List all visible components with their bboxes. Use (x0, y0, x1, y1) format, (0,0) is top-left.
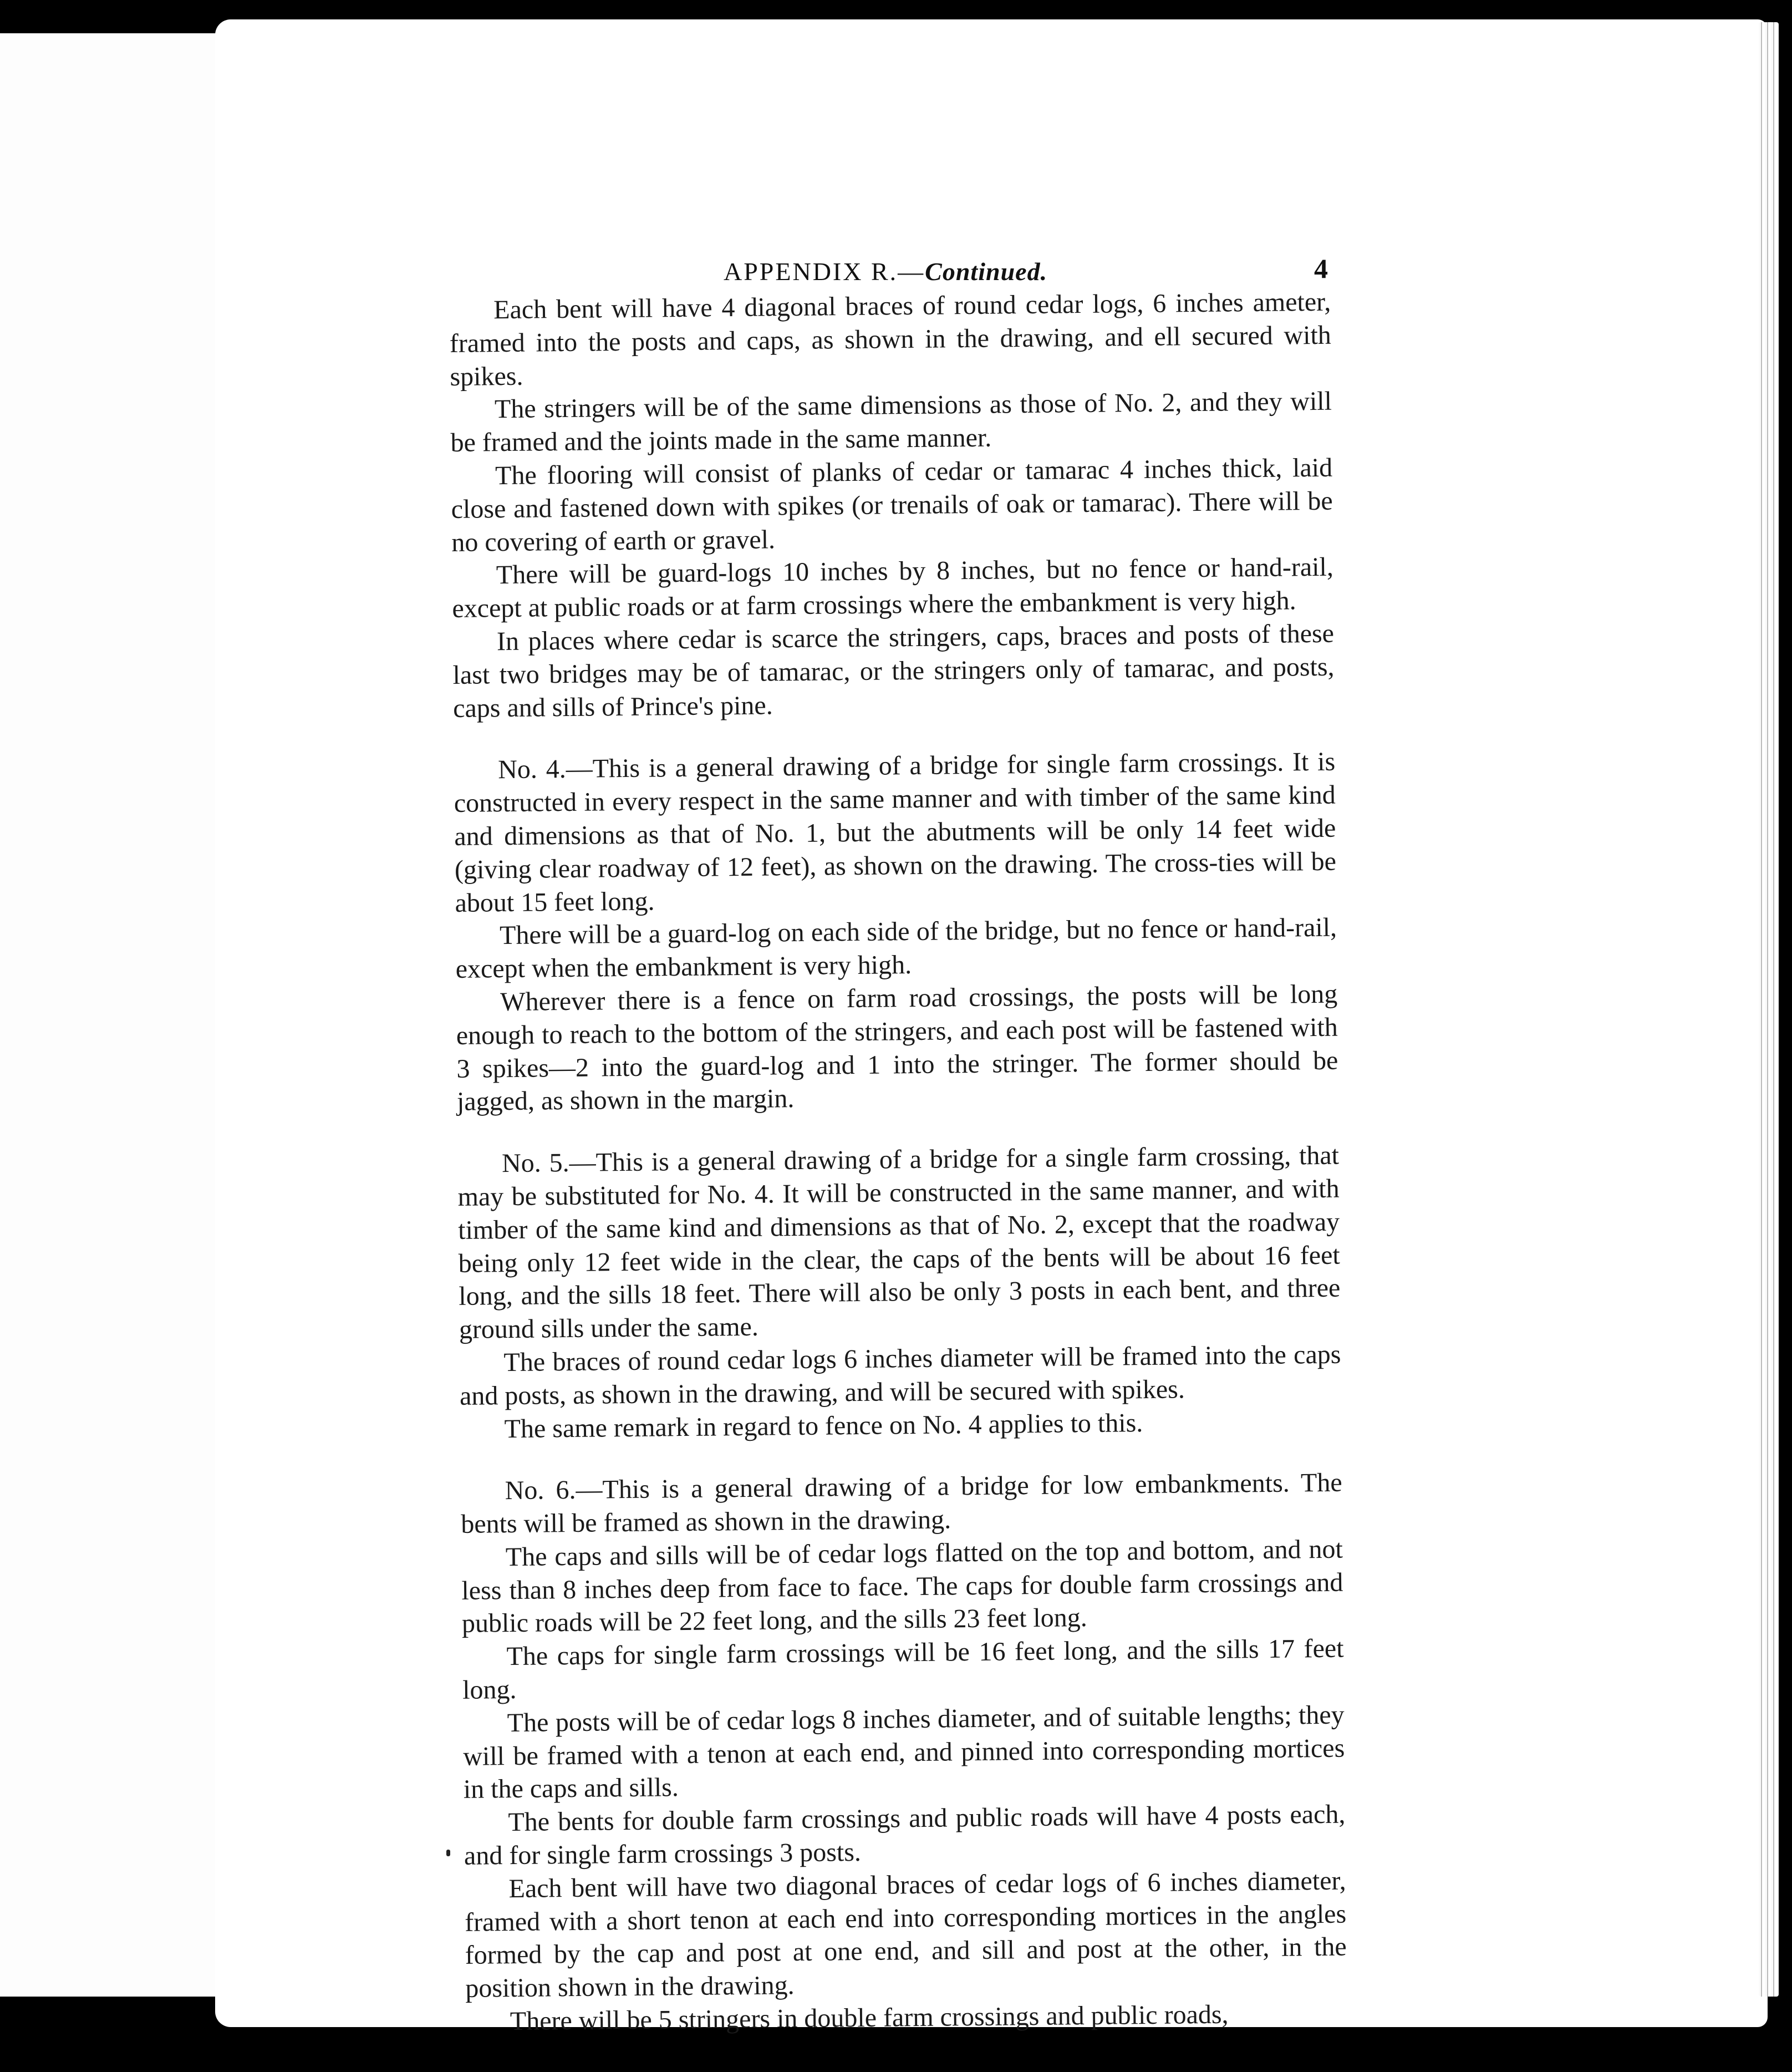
body-text (449, 286, 1347, 2037)
paragraph: Each bent will have two diagonal braces of cedar logs of 6 inches diameter, framed with a short tenon at each end into corresponding mortices in the angles formed by the cap and post at one end, and sill and post at the other, in the position shown in the drawing. (464, 1866, 1347, 2004)
paragraph: The caps and sills will be of cedar logs flatted on the top and bottom, and not less than 8 inches deep from face to face. The caps for double farm crossings and public roads will be 22 feet long, and the sills 23 feet long. (461, 1534, 1343, 1639)
paragraph: The braces of round cedar logs 6 inches diameter will be framed into the caps and posts, as shown in the drawing, and will be secured with spikes. (459, 1339, 1341, 1411)
ink-speck (446, 1850, 450, 1856)
page-number: 4 (1314, 253, 1328, 284)
header-title-italic: Continued. (925, 257, 1048, 286)
paragraph: The caps for single farm crossings will be 16 feet long, and the sills 17 feet long. (462, 1633, 1344, 1705)
paragraph: There will be guard-logs 10 inches by 8 inches, but no fence or hand-rail, except at public roads or at farm crossings where the embankment is very high. (452, 552, 1334, 624)
paragraph: The stringers will be of the same dimensions as those of No. 2, and they will be framed and the joints made in the same manner. (450, 387, 1332, 458)
section-no-5: No. 5.—This is a general drawing of a bridge for a single farm crossing, that may be substituted for No. 4. It will be constructed in the same manner, and with timber of the same kind and dimensions as that of No. 2, except that the roadway being only 12 feet wide in the clear, the caps of the bents will be about 16 feet long, and the sills 18 feet. There will also be only 3 posts in each bent, and three ground sills under the same. (457, 1140, 1341, 1345)
section-no-6: No. 6.—This is a general drawing of a bridge for low embankments. The bents will be framed as shown in the drawing. (461, 1467, 1342, 1539)
paragraph: The same remark in regard to fence on No. 4 applies to this. (504, 1408, 1143, 1444)
paragraph: Each bent will have 4 diagonal braces of round cedar logs, 6 inches ameter, framed into the posts and caps, as shown in the drawing, and ell secured with spikes. (449, 287, 1332, 392)
facing-page-edge (0, 33, 238, 1997)
header-title: APPENDIX R.—Continued. (724, 257, 1048, 286)
paragraph: Wherever there is a fence on farm road crossings, the posts will be long enough to reach to the bottom of the stringers, and each post will be fastened with 3 spikes—2 into the guard-log and 1 into the stringer. The former should be jagged, as shown in the margin. (456, 979, 1338, 1117)
section-no-4: No. 4.—This is a general drawing of a bridge for single farm crossings. It is constructed in every respect in the same manner and with timber of the same kind and dimensions as that of No. 1, but the abutments will be only 14 feet wide (giving clear roadway of 12 feet), as shown on the drawing. The cross-ties will be about 15 feet long. (454, 747, 1337, 918)
paragraph: There will be 5 stringers in double farm crossings and public roads, (510, 1999, 1229, 2037)
page-stack-edge (1759, 22, 1779, 1997)
paragraph: In places where cedar is scarce the stringers, caps, braces and posts of these last two bridges may be of tamarac, or the stringers only of tamarac, and posts, caps and sills of Prince's pine. (452, 618, 1335, 723)
paragraph: The bents for double farm crossings and public roads will have 4 posts each, and for single farm crossings 3 posts. (464, 1799, 1346, 1871)
paragraph: There will be a guard-log on each side of the bridge, but no fence or hand-rail, except when the embankment is very high. (455, 913, 1337, 984)
paragraph: The flooring will consist of planks of cedar or tamarac 4 inches thick, laid close and fastened down with spikes (or trenails of oak or tamarac). There will be no covering of earth or gravel. (451, 453, 1333, 557)
paragraph: The posts will be of cedar logs 8 inches diameter, and of suitable lengths; they will be framed with a tenon at each end, and pinned into corresponding mortices in the caps and sills. (463, 1700, 1345, 1805)
